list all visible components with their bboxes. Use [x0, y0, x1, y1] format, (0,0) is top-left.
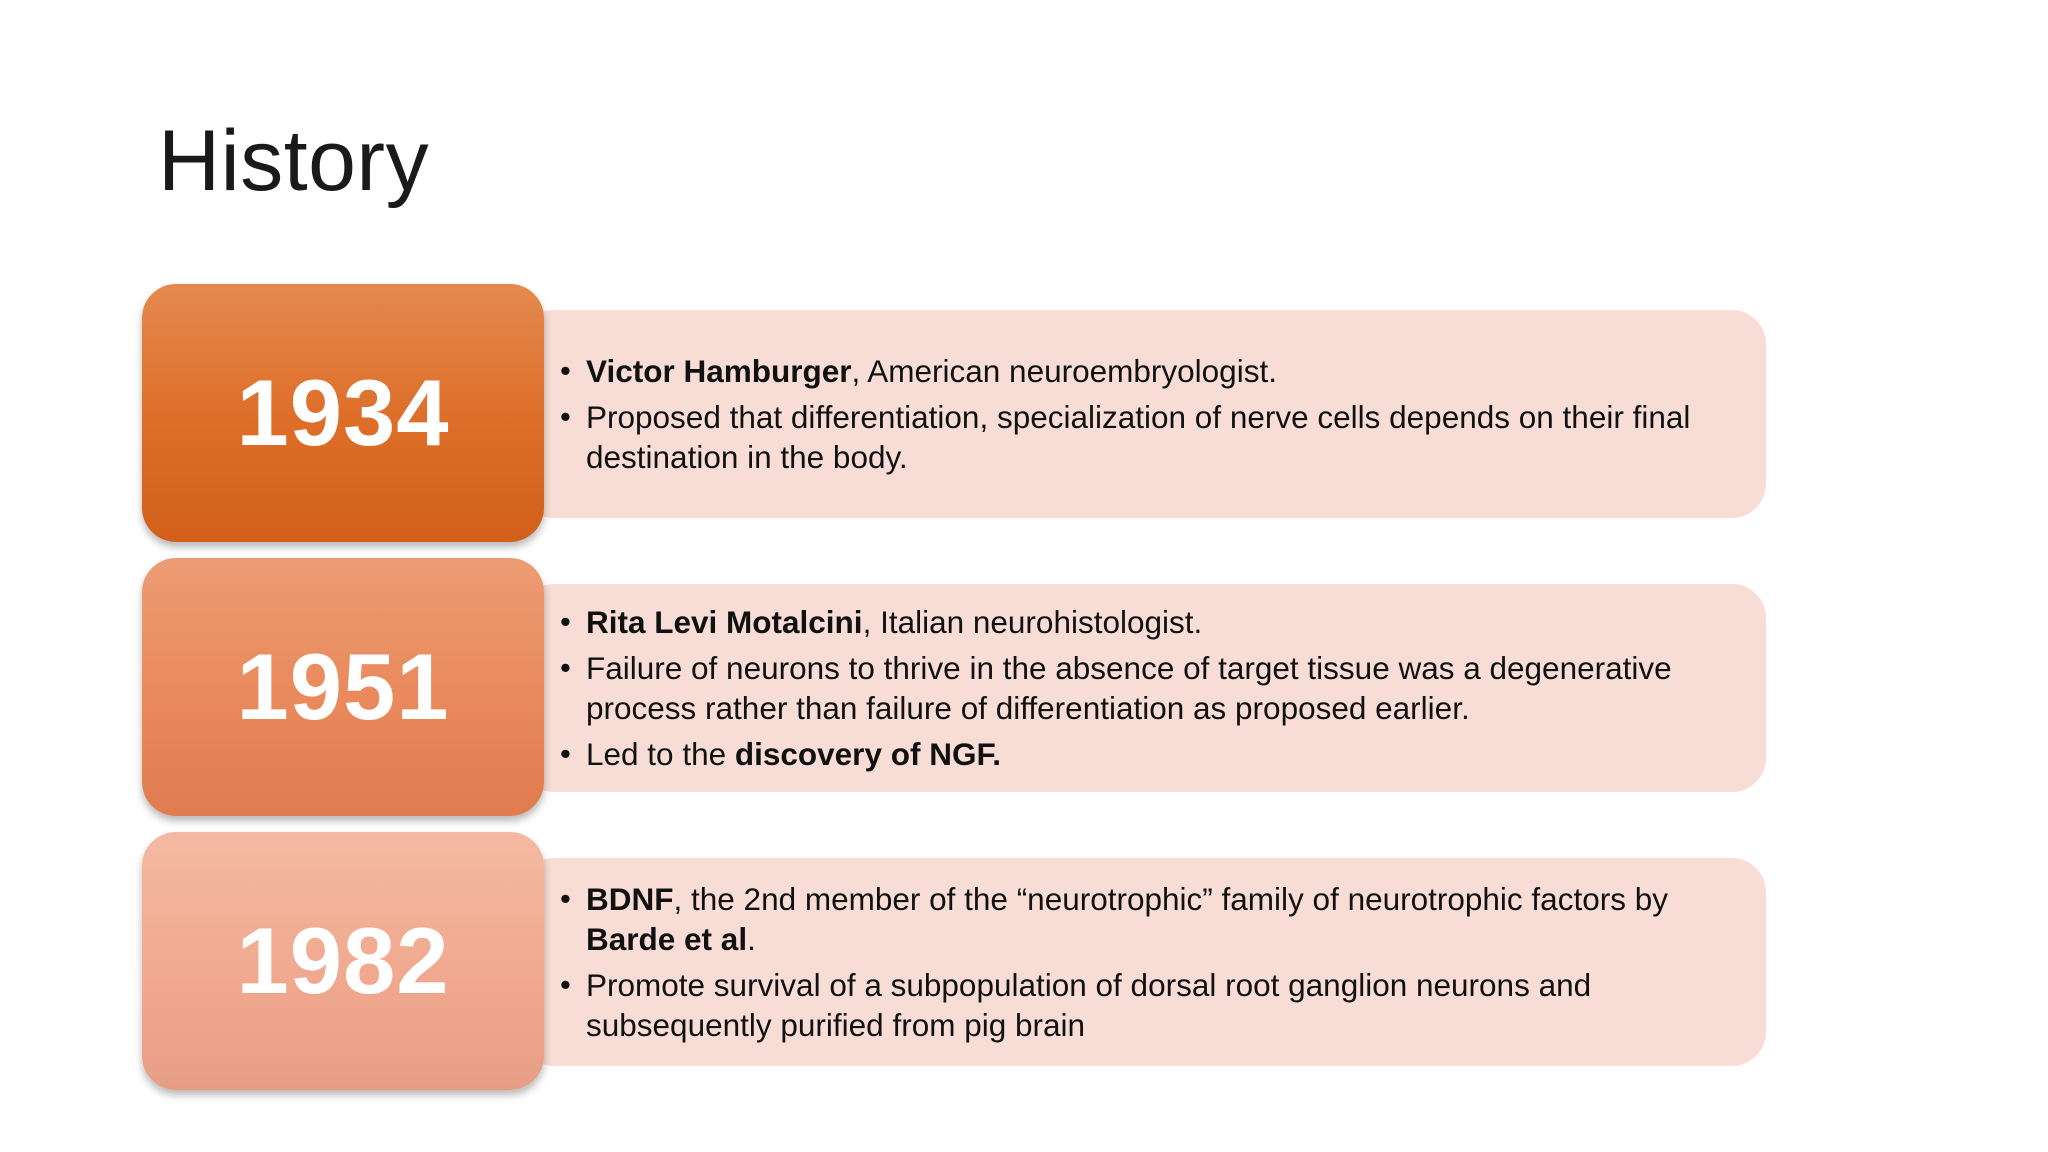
- timeline-row-1982: [0, 832, 2048, 1096]
- year-box-1982: [142, 832, 544, 1090]
- timeline-row-1951: [0, 558, 2048, 822]
- bullet-item: [560, 965, 1746, 1045]
- bullet-item: [560, 734, 1746, 774]
- bullet-list-1982: [560, 873, 1746, 1051]
- year-label: 1982: [236, 908, 450, 1013]
- bullet-item: [560, 879, 1746, 959]
- text-panel-1934: [520, 310, 1766, 518]
- bullet-bold-text: Victor Hamburger: [586, 353, 852, 389]
- timeline-row-1934: [0, 284, 2048, 548]
- text-panel-1951: [520, 584, 1766, 792]
- bullet-list-1934: [560, 345, 1746, 483]
- bullet-text: .: [747, 921, 756, 957]
- year-label: 1934: [236, 360, 450, 465]
- bullet-text: , American neuroembryologist.: [851, 353, 1277, 389]
- bullet-item: [560, 602, 1746, 642]
- bullet-text: Failure of neurons to thrive in the absence of target tissue was a degenerative process rather than failure of differentiation as proposed earlier.: [586, 650, 1672, 726]
- year-box-1951: [142, 558, 544, 816]
- text-panel-1982: [520, 858, 1766, 1066]
- bullet-item: [560, 351, 1746, 391]
- bullet-bold-text: Rita Levi Motalcini: [586, 604, 863, 640]
- bullet-text: , the 2nd member of the “neurotrophic” family of neurotrophic factors by: [673, 881, 1668, 917]
- bullet-text: Led to the: [586, 736, 735, 772]
- bullet-item: [560, 648, 1746, 728]
- bullet-bold-text: discovery of NGF.: [734, 736, 1001, 772]
- year-box-1934: [142, 284, 544, 542]
- bullet-text: , Italian neurohistologist.: [862, 604, 1203, 640]
- bullet-text: Promote survival of a subpopulation of dorsal root ganglion neurons and subsequently purified from pig brain: [586, 967, 1592, 1043]
- bullet-list-1951: [560, 596, 1746, 780]
- bullet-text: Proposed that differentiation, specialization of nerve cells depends on their final destination in the body.: [586, 399, 1691, 475]
- year-label: 1951: [236, 634, 450, 739]
- bullet-bold-text: BDNF: [586, 881, 674, 917]
- bullet-bold-text: Barde et al: [586, 921, 748, 957]
- slide-title: History: [158, 113, 430, 209]
- bullet-item: [560, 397, 1746, 477]
